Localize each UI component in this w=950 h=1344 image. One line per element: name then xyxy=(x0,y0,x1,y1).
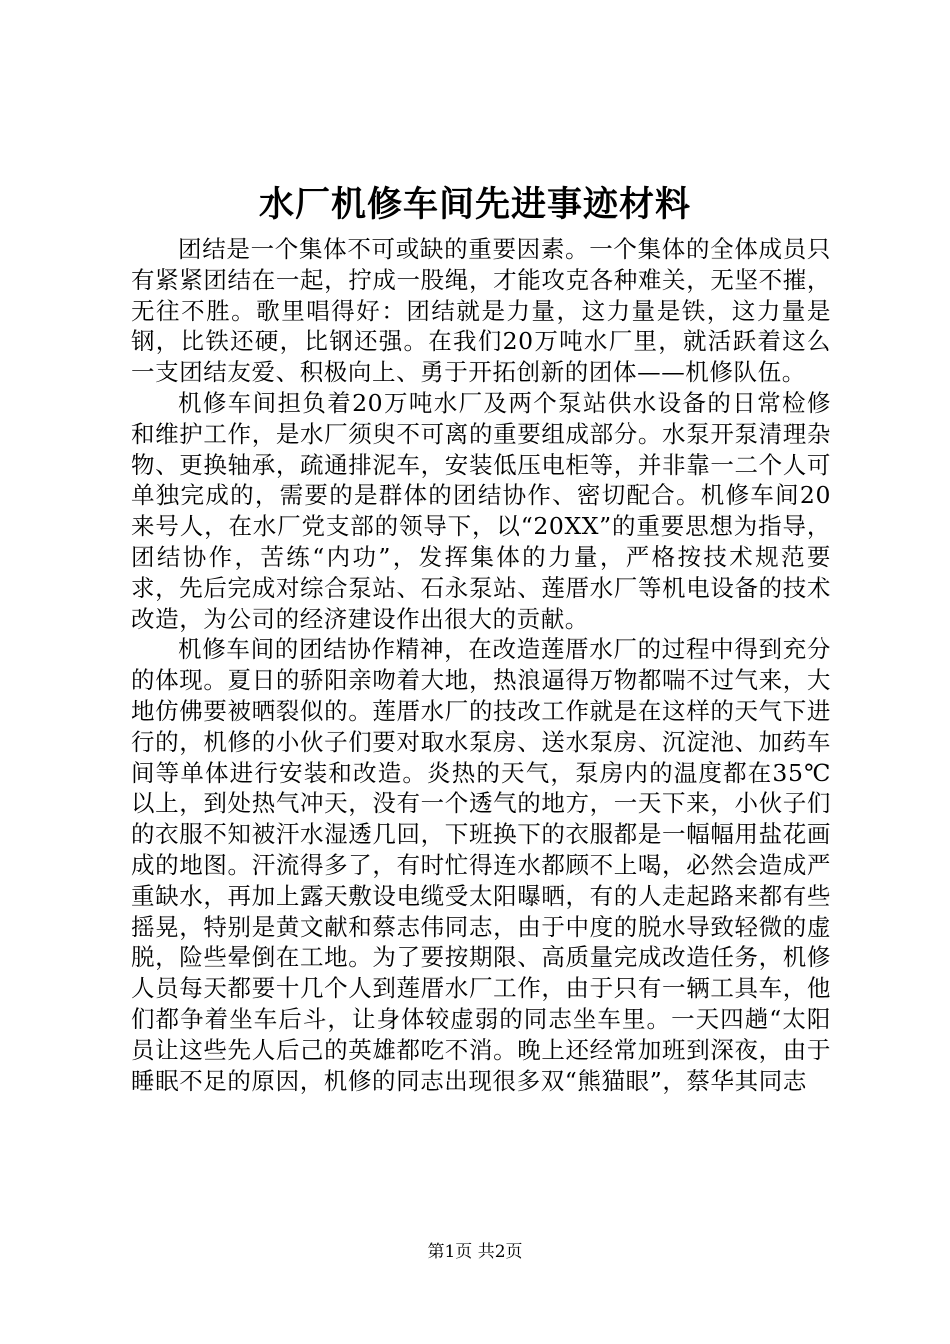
paragraph-3: 机修车间的团结协作精神，在改造莲厝水厂的过程中得到充分的体现。夏日的骄阳亲吻着大地，热浪逼得万物都喘不过气来，大地仿佛要被晒裂似的。莲厝水厂的技改工作就是在这样的天气下进行的，机修的小伙子们要对取水泵房、送水泵房、沉淀池、加药车间等单体进行安装和改造。炎热的天气，泵房内的温度都在35℃以上，到处热气冲天，没有一个透气的地方，一天下来，小伙子们的衣服不知被汗水湿透几回，下班换下的衣服都是一幅幅用盐花画成的地图。汗流得多了，有时忙得连水都顾不上喝，必然会造成严重缺水，再加上露天敷设电缆受太阳曝晒，有的人走起路来都有些摇晃，特别是黄文献和蔡志伟同志，由于中度的脱水导致轻微的虚脱，险些晕倒在工地。为了要按期限、高质量完成改造任务，机修人员每天都要十几个人到莲厝水厂工作，由于只有一辆工具车，他们都争着坐车后斗，让身体较虚弱的同志坐车里。一天四趟“太阳员让这些先人后己的英雄都吃不消。晚上还经常加班到深夜，由于睡眠不足的原因，机修的同志出现很多双“熊猫眼”，蔡华其同志 xyxy=(131,635,831,1095)
paragraph-1: 团结是一个集体不可或缺的重要因素。一个集体的全体成员只有紧紧团结在一起，拧成一股绳，才能攻克各种难关，无坚不摧，无往不胜。歌里唱得好：团结就是力量，这力量是铁，这力量是钢，比铁还硬，比钢还强。在我们20万吨水厂里，就活跃着这么一支团结友爱、积极向上、勇于开拓创新的团体——机修队伍。 xyxy=(131,235,831,387)
document-body xyxy=(131,234,831,1096)
page-number-footer: 第1页 共2页 xyxy=(427,1242,523,1262)
document-title: 水厂机修车间先进事迹材料 xyxy=(258,184,691,225)
paragraph-2: 机修车间担负着20万吨水厂及两个泵站供水设备的日常检修和维护工作，是水厂须臾不可离的重要组成部分。水泵开泵清理杂物、更换轴承，疏通排泥车，安装低压电柜等，并非靠一二个人可单独完成的，需要的是群体的团结协作、密切配合。机修车间20来号人，在水厂党支部的领导下，以“20XX”的重要思想为指导，团结协作，苦练“内功”，发挥集体的力量，严格按技术规范要求，先后完成对综合泵站、石永泵站、莲厝水厂等机电设备的技术改造，为公司的经济建设作出很大的贡献。 xyxy=(131,388,831,633)
